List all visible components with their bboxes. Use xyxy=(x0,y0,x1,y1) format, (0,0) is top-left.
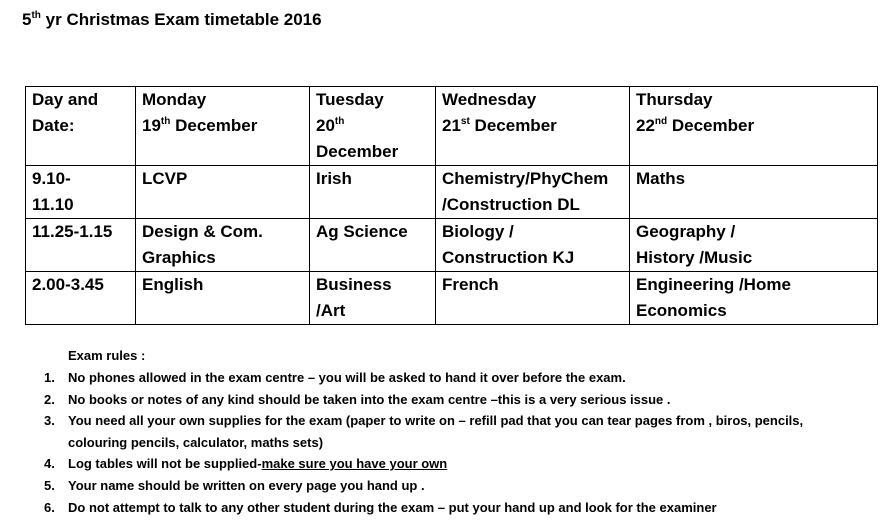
day-date-month: December xyxy=(316,142,399,161)
underlined-emphasis: make sure you have your own xyxy=(261,456,448,472)
header-day-wednesday xyxy=(436,87,630,166)
day-date: 20th xyxy=(316,116,345,135)
rules-list xyxy=(44,367,854,518)
list-item: 3. You need all your own supplies for the exam (paper to write on – refill pad that you can tear pages from , biros, pencils, colouring pencils, calculator, maths sets) xyxy=(44,413,804,450)
list-item: 6. Do not attempt to talk to any other student during the exam – put your hand up and look for the examiner xyxy=(44,499,717,515)
rules-heading: Exam rules : xyxy=(68,348,146,363)
time-cell: 2.00-3.45 xyxy=(26,272,136,325)
list-item: 1. No phones allowed in the exam centre – you will be asked to hand it over before the exam. xyxy=(44,370,626,385)
exam-cell: Maths xyxy=(630,166,878,219)
list-item: 2. No books or notes of any kind should be taken into the exam centre –this is a very serious issue . xyxy=(44,391,671,407)
page-title xyxy=(22,10,322,30)
day-date: 19th December xyxy=(142,116,258,135)
exam-cell: French xyxy=(436,272,630,325)
day-date: 21st December xyxy=(442,116,557,135)
exam-cell: Biology / Construction KJ xyxy=(436,219,630,272)
exam-cell: Business /Art xyxy=(310,272,436,325)
header-row xyxy=(26,87,878,166)
exam-cell: LCVP xyxy=(136,166,310,219)
exam-cell: Irish xyxy=(310,166,436,219)
day-date: 22nd December xyxy=(636,116,755,135)
header-label-line2: Date: xyxy=(32,116,75,135)
header-day-thursday xyxy=(630,87,878,166)
table-row xyxy=(26,219,878,272)
table-row xyxy=(26,272,878,325)
exam-cell: Design & Com. Graphics xyxy=(136,219,310,272)
exam-cell: Engineering /Home Economics xyxy=(630,272,878,325)
exam-cell: English xyxy=(136,272,310,325)
table-row xyxy=(26,166,878,219)
day-name: Thursday xyxy=(636,90,713,109)
exam-timetable xyxy=(25,86,878,325)
exam-cell: Geography / History /Music xyxy=(630,219,878,272)
title-ordinal: 5 xyxy=(22,10,32,29)
header-label-cell xyxy=(26,87,136,166)
time-cell: 9.10- 11.10 xyxy=(26,166,136,219)
day-name: Wednesday xyxy=(442,90,537,109)
title-text: yr Christmas Exam timetable 2016 xyxy=(40,10,322,29)
list-item: 5. Your name should be written on every page you hand up . xyxy=(44,477,425,493)
header-label-line1: Day and xyxy=(32,90,99,109)
header-day-tuesday xyxy=(310,87,436,166)
title-ordinal-suffix: th xyxy=(31,10,41,21)
day-name: Tuesday xyxy=(316,90,384,109)
day-name: Monday xyxy=(142,90,207,109)
time-cell: 11.25-1.15 xyxy=(26,219,136,272)
header-day-monday xyxy=(136,87,310,166)
exam-cell: Chemistry/PhyChem /Construction DL xyxy=(436,166,630,219)
exam-cell: Ag Science xyxy=(310,219,436,272)
list-item: 4. Log tables will not be supplied-make sure you have your own xyxy=(44,456,448,472)
